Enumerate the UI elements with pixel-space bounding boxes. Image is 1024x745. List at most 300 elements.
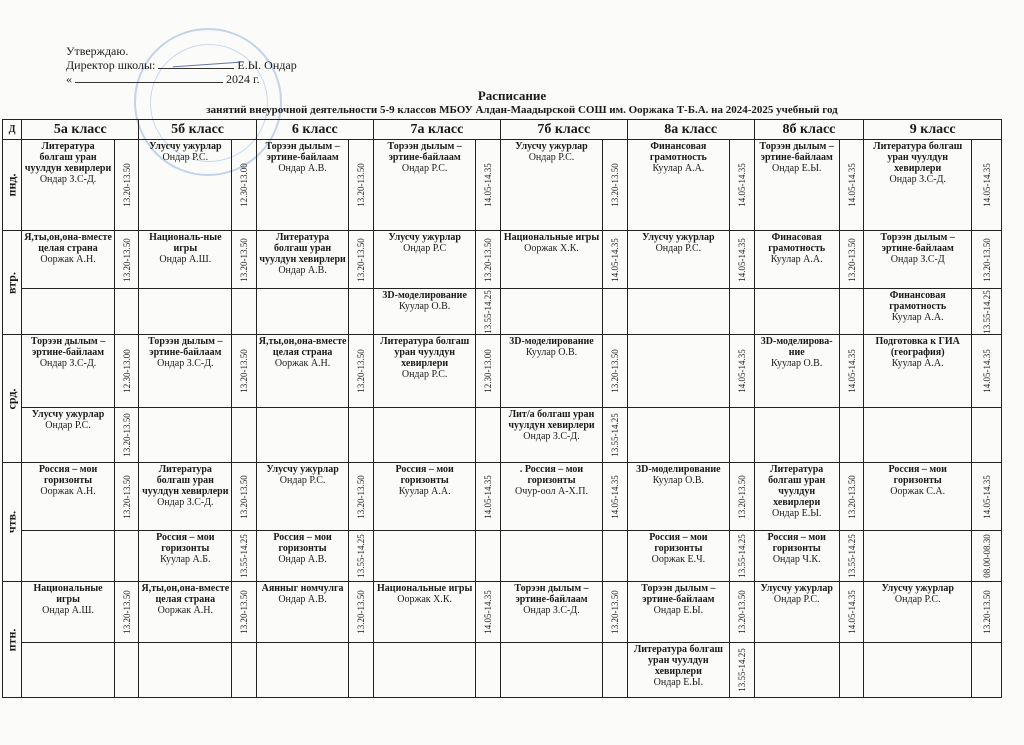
activity-name: Россия – мои горизонты	[156, 532, 215, 554]
activity-cell	[627, 463, 729, 531]
time-cell	[476, 643, 501, 698]
time-cell	[603, 231, 628, 289]
time-cell	[349, 531, 374, 582]
time-range: 14.05-14.35	[483, 590, 494, 634]
activity-cell	[256, 231, 349, 289]
activity-cell	[139, 408, 232, 463]
time-cell	[476, 231, 501, 289]
teacher-name: Куулар А.А.	[398, 486, 451, 497]
day-name: птн.	[4, 628, 19, 651]
time-cell	[972, 463, 1002, 531]
time-cell	[730, 335, 755, 408]
time-cell	[839, 582, 864, 643]
activity-cell	[256, 335, 349, 408]
time-cell	[603, 289, 628, 335]
activity-name: Россия – мои горизонты	[767, 532, 826, 554]
activity-cell	[373, 643, 475, 698]
approve-label: Утверждаю.	[66, 44, 129, 58]
activity-name: Торээн дылым – эртине-байлаам	[514, 583, 589, 605]
time-range: 13.20-13.50	[121, 474, 132, 519]
teacher-name: Ондар А.В.	[278, 594, 327, 605]
teacher-name: Ондар Е.Ы.	[771, 508, 822, 519]
day-name: чтв.	[4, 510, 19, 534]
time-range: 13.20-13.50	[238, 237, 249, 282]
activity-cell	[500, 408, 602, 463]
schedule-row	[3, 531, 1002, 582]
time-cell	[972, 140, 1002, 231]
activity-cell	[22, 231, 115, 289]
time-range: 13.20-13.50	[356, 349, 367, 393]
activity-cell	[627, 289, 729, 335]
activity-cell	[22, 408, 115, 463]
activity-cell	[373, 531, 475, 582]
activity-cell	[754, 643, 839, 698]
time-cell	[114, 408, 139, 463]
teacher-name: Ондар Р.С.	[162, 152, 209, 163]
activity-cell	[864, 463, 972, 531]
time-range: 13.20-13.50	[981, 590, 992, 634]
teacher-name: Ооржак С.А.	[890, 486, 946, 497]
activity-cell	[139, 140, 232, 231]
time-cell	[839, 463, 864, 531]
teacher-name: Ондар Ч.К.	[772, 554, 821, 565]
time-cell	[603, 335, 628, 408]
day-label	[3, 582, 22, 698]
time-cell	[349, 408, 374, 463]
time-range: 13.20-13.50	[121, 237, 132, 282]
activity-name: Финансовая грамотность	[889, 290, 947, 312]
day-label	[3, 231, 22, 335]
time-range: 14.05-14.35	[483, 474, 494, 519]
activity-cell	[139, 531, 232, 582]
activity-name: Улусчу ужурлар	[266, 464, 339, 475]
activity-cell	[256, 140, 349, 231]
time-cell	[730, 643, 755, 698]
time-range: 14.05-14.35	[846, 349, 857, 393]
column-header-day: Д	[3, 120, 22, 140]
activity-cell	[500, 531, 602, 582]
time-cell	[476, 463, 501, 531]
activity-cell	[500, 140, 602, 231]
time-cell	[603, 531, 628, 582]
teacher-name: Ондар З.С-Д.	[157, 358, 214, 369]
time-range: 14.05-14.35	[483, 163, 494, 207]
activity-cell	[22, 643, 115, 698]
day-label	[3, 140, 22, 231]
time-range: 14.05-14.35	[736, 163, 747, 207]
time-range: 13.20-13.50	[846, 474, 857, 519]
activity-cell	[139, 231, 232, 289]
activity-cell	[864, 582, 972, 643]
time-range: 13.55-14.25	[609, 413, 620, 457]
time-range: 14.05-14.35	[846, 163, 857, 207]
time-cell	[603, 408, 628, 463]
teacher-name: Ондар А.В.	[278, 554, 327, 565]
time-cell	[349, 463, 374, 531]
column-header-class: 7б класс	[500, 120, 627, 140]
time-cell	[232, 582, 257, 643]
activity-name: Я,ты,он,она-вместе целая страна	[258, 336, 347, 358]
time-range: 13.20-13.50	[483, 237, 494, 282]
activity-cell	[754, 289, 839, 335]
day-label	[3, 335, 22, 463]
teacher-name: Очур-оол А-Х.П.	[515, 486, 588, 497]
teacher-name: Ондар А.В.	[278, 265, 327, 276]
teacher-name: Куулар А.А.	[891, 312, 944, 323]
time-range: 12.30-13.00	[483, 349, 494, 393]
time-cell	[114, 289, 139, 335]
activity-cell	[373, 582, 475, 643]
activity-name: Торээн дылым – эртине-байлаам	[641, 583, 716, 605]
activity-cell	[373, 289, 475, 335]
activity-cell	[373, 408, 475, 463]
activity-cell	[22, 463, 115, 531]
activity-cell	[754, 582, 839, 643]
time-range: 13.20-13.50	[736, 590, 747, 634]
activity-name: Финасовая грамотность	[768, 232, 826, 254]
time-range: 13.20-13.50	[609, 590, 620, 634]
column-header-class: 7а класс	[373, 120, 500, 140]
time-range: 13.20-13.50	[238, 590, 249, 634]
time-cell	[839, 335, 864, 408]
activity-name: Торээн дылым – эртине-байлаам	[880, 232, 955, 254]
activity-name: Национальные игры	[503, 232, 600, 243]
time-cell	[349, 289, 374, 335]
time-cell	[349, 335, 374, 408]
teacher-name: Ондар Е.Ы.	[771, 163, 822, 174]
teacher-name: Ондар Р.С.	[773, 594, 820, 605]
time-cell	[114, 582, 139, 643]
activity-name: Литература болгаш уран чуулдун хевирлери	[142, 464, 229, 497]
teacher-name: Ондар А.Ш.	[42, 605, 95, 616]
time-cell	[232, 289, 257, 335]
activity-name: Улусчу ужурлар	[149, 141, 222, 152]
activity-cell	[627, 408, 729, 463]
page-title: Расписание	[477, 88, 547, 103]
time-range: 13.55-14.25	[736, 648, 747, 692]
activity-cell	[22, 289, 115, 335]
time-cell	[232, 231, 257, 289]
activity-name: Улусчу ужурлар	[515, 141, 588, 152]
time-cell	[114, 231, 139, 289]
director-name: Е.Ы. Ондар	[237, 58, 297, 72]
time-range: 13.55-14.25	[736, 534, 747, 578]
activity-name: Торээн дылым – эртине-байлаам	[30, 336, 106, 358]
day-label	[3, 463, 22, 582]
activity-name: Литература болгаш уран чуулдун хевирлери	[24, 141, 112, 174]
time-range: 13.20-13.50	[238, 474, 249, 519]
time-cell	[349, 582, 374, 643]
time-cell	[476, 408, 501, 463]
time-range: 13.55-14.25	[238, 534, 249, 578]
activity-name: Националь-ные игры	[149, 232, 222, 254]
activity-cell	[139, 582, 232, 643]
time-cell	[603, 140, 628, 231]
time-cell	[839, 408, 864, 463]
teacher-name: Ондар Р.С.	[894, 594, 941, 605]
teacher-name: Куулар О.В.	[771, 358, 823, 369]
activity-cell	[864, 531, 972, 582]
teacher-name: Ондар Р.С.	[401, 369, 448, 380]
activity-cell	[754, 463, 839, 531]
activity-cell	[373, 231, 475, 289]
teacher-name: Куулар А.А.	[652, 163, 705, 174]
activity-name: Россия – мои горизонты	[649, 532, 708, 554]
teacher-name: Ооржак Х.К.	[397, 594, 453, 605]
activity-cell	[500, 335, 602, 408]
time-cell	[972, 231, 1002, 289]
schedule-row	[3, 335, 1002, 408]
schedule-row	[3, 140, 1002, 231]
time-cell	[839, 140, 864, 231]
activity-cell	[256, 463, 349, 531]
time-range: 13.20-13.50	[238, 349, 249, 393]
activity-cell	[500, 463, 602, 531]
time-range: 14.05-14.35	[736, 237, 747, 282]
teacher-name: Ондар З.С-Д.	[523, 431, 580, 442]
day-name: срд.	[4, 388, 19, 409]
activity-name: 3D-моделирова-ние	[760, 336, 833, 358]
time-range: 14.05-14.35	[609, 237, 620, 282]
time-range: 13.20-13.50	[981, 237, 992, 282]
time-range: 14.05-14.35	[609, 474, 620, 519]
time-cell	[114, 531, 139, 582]
activity-name: Торээн дылым – эртине-байлаам	[759, 141, 834, 163]
time-cell	[603, 643, 628, 698]
activity-name: Литература болгаш уран чуулдун хевирлери	[768, 464, 826, 508]
time-range: 13.55-14.25	[356, 534, 367, 578]
approval-block	[66, 44, 297, 86]
time-cell	[349, 140, 374, 231]
activity-cell	[22, 140, 115, 231]
activity-cell	[627, 335, 729, 408]
teacher-name: Куулар О.В.	[398, 301, 451, 312]
teacher-name: Ондар Р.С.	[45, 420, 91, 431]
time-cell	[476, 531, 501, 582]
time-cell	[730, 463, 755, 531]
activity-name: Россия – мои горизонты	[273, 532, 332, 554]
activity-name: Торээн дылым – эртине-байлаам	[265, 141, 340, 163]
time-cell	[730, 289, 755, 335]
time-range: 13.55-14.25	[981, 289, 992, 334]
activity-cell	[373, 335, 475, 408]
activity-cell	[256, 643, 349, 698]
time-cell	[839, 289, 864, 335]
time-cell	[232, 335, 257, 408]
activity-name: Россия – мои горизонты	[395, 464, 454, 486]
activity-name: Литература болгаш уран чуулдун хевирлери	[380, 336, 470, 369]
teacher-name: Куулар А.Б.	[160, 554, 211, 565]
time-cell	[603, 463, 628, 531]
activity-cell	[627, 643, 729, 698]
teacher-name: Ондар З.С-Д	[890, 254, 945, 265]
activity-name: Торээн дылым – эртине-байлаам	[387, 141, 462, 163]
activity-cell	[373, 140, 475, 231]
time-cell	[972, 408, 1002, 463]
activity-cell	[256, 582, 349, 643]
teacher-name: Ондар А.В.	[278, 163, 327, 174]
activity-name: Подготовка к ГИА (география)	[875, 336, 960, 358]
activity-cell	[864, 140, 972, 231]
schedule-row	[3, 643, 1002, 698]
time-cell	[476, 140, 501, 231]
header-row	[3, 120, 1002, 140]
teacher-name: Ондар З.С-Д.	[889, 174, 946, 185]
time-cell	[603, 582, 628, 643]
time-cell	[476, 582, 501, 643]
teacher-name: Ооржак А.Н.	[274, 358, 331, 369]
activity-cell	[500, 289, 602, 335]
teacher-name: Ооржак А.Н.	[40, 486, 96, 497]
activity-name: 3D-моделирование	[636, 464, 721, 475]
activity-name: Я,ты,он,она-вместе целая страна	[141, 583, 230, 605]
activity-cell	[754, 140, 839, 231]
page-subtitle: занятий внеурочной деятельности 5-9 классов МБОУ Алдан-Маадырской СОШ им. Ооржака Т-Б.А. на 2024-2025 учебный год	[206, 104, 838, 116]
teacher-name: Ондар Р.С	[403, 243, 447, 254]
activity-cell	[256, 408, 349, 463]
time-range: 13.20-13.50	[356, 163, 367, 207]
time-range: 12.30-13.00	[121, 349, 132, 393]
schedule-table	[2, 119, 1002, 698]
time-cell	[972, 289, 1002, 335]
teacher-name: Ондар З.С-Д.	[157, 497, 214, 508]
time-range: 13.20-13.50	[121, 163, 132, 207]
time-range: 14.05-14.35	[981, 163, 992, 207]
activity-cell	[256, 289, 349, 335]
activity-cell	[627, 582, 729, 643]
teacher-name: Ондар Р.С.	[655, 243, 702, 254]
activity-name: Улусчу ужурлар	[388, 232, 461, 243]
activity-cell	[864, 408, 972, 463]
time-range: 13.55-14.25	[483, 289, 494, 334]
time-cell	[232, 140, 257, 231]
activity-cell	[627, 531, 729, 582]
time-cell	[114, 463, 139, 531]
time-range: 14.05-14.35	[846, 590, 857, 634]
activity-cell	[256, 531, 349, 582]
teacher-name: Ондар Р.С.	[528, 152, 575, 163]
activity-name: Россия – мои горизонты	[888, 464, 947, 486]
teacher-name: Ондар А.Ш.	[159, 254, 212, 265]
activity-name: Торээн дылым – эртине-байлаам	[148, 336, 223, 358]
activity-cell	[500, 231, 602, 289]
day-name: втр.	[4, 271, 19, 294]
activity-cell	[139, 643, 232, 698]
time-cell	[730, 140, 755, 231]
column-header-class: 5а класс	[22, 120, 139, 140]
time-range: 13.20-13.50	[121, 590, 132, 634]
time-cell	[114, 335, 139, 408]
time-cell	[972, 531, 1002, 582]
time-cell	[349, 643, 374, 698]
activity-name: Литература болгаш уран чуулдун хевирлери	[633, 644, 723, 677]
time-range: 14.05-14.35	[981, 349, 992, 393]
teacher-name: Ондар Е.Ы.	[653, 605, 704, 616]
time-cell	[114, 643, 139, 698]
schedule-row	[3, 231, 1002, 289]
date-year: 2024 г.	[226, 72, 260, 86]
teacher-name: Ооржак А.Н.	[157, 605, 213, 616]
teacher-name: Ондар З.С-Д.	[39, 358, 97, 369]
time-cell	[839, 531, 864, 582]
time-cell	[730, 231, 755, 289]
time-cell	[232, 408, 257, 463]
activity-cell	[754, 408, 839, 463]
activity-cell	[864, 231, 972, 289]
day-name: пнд.	[4, 173, 19, 197]
time-cell	[972, 335, 1002, 408]
time-cell	[232, 643, 257, 698]
teacher-name: Ондар Р.С.	[279, 475, 326, 486]
time-range: 12.30-13.00	[238, 163, 249, 207]
teacher-name: Куулар О.В.	[525, 347, 578, 358]
teacher-name: Куулар А.А.	[891, 358, 944, 369]
time-range: 13.55-14.25	[846, 534, 857, 578]
activity-name: Аянныг номчулга	[261, 583, 344, 594]
activity-name: Национальные игры	[33, 583, 103, 605]
activity-name: Россия – мои горизонты	[38, 464, 98, 486]
time-range: 14.05-14.35	[981, 474, 992, 519]
teacher-name: Куулар А.А.	[770, 254, 823, 265]
teacher-name: Ооржак А.Н.	[40, 254, 96, 265]
time-cell	[972, 582, 1002, 643]
activity-cell	[500, 643, 602, 698]
time-cell	[730, 408, 755, 463]
schedule-row	[3, 582, 1002, 643]
teacher-name: Ондар З.С-Д.	[39, 174, 97, 185]
time-cell	[839, 231, 864, 289]
activity-cell	[22, 335, 115, 408]
activity-name: Улусчу ужурлар	[642, 232, 715, 243]
time-range: 13.20-13.50	[121, 413, 132, 457]
time-cell	[839, 643, 864, 698]
teacher-name: Ондар Р.С.	[401, 163, 448, 174]
time-range: 13.20-13.50	[609, 349, 620, 393]
activity-cell	[139, 289, 232, 335]
activity-cell	[22, 582, 115, 643]
activity-cell	[754, 231, 839, 289]
time-range: 13.20-13.50	[736, 474, 747, 519]
activity-name: 3D-моделирование	[382, 290, 467, 301]
activity-cell	[627, 140, 729, 231]
time-cell	[476, 289, 501, 335]
time-range: 13.20-13.50	[356, 237, 367, 282]
teacher-name: Ондар З.С-Д.	[523, 605, 580, 616]
activity-name: Финансовая грамотность	[649, 141, 707, 163]
activity-cell	[139, 463, 232, 531]
director-line: Директор школы: Е.Ы. Ондар	[66, 58, 297, 72]
column-header-class: 6 класс	[256, 120, 373, 140]
time-cell	[232, 463, 257, 531]
activity-cell	[627, 231, 729, 289]
time-cell	[349, 231, 374, 289]
activity-cell	[373, 463, 475, 531]
teacher-name: Ондар Е.Ы.	[653, 677, 704, 688]
schedule-row	[3, 289, 1002, 335]
activity-name: Я,ты,он,она-вместе целая страна	[24, 232, 112, 254]
column-header-class: 5б класс	[139, 120, 256, 140]
column-header-class: 9 класс	[864, 120, 1002, 140]
time-range: 08.00-08.30	[981, 534, 992, 578]
schedule-row	[3, 463, 1002, 531]
column-header-class: 8б класс	[754, 120, 864, 140]
teacher-name: Ооржак Х.К.	[524, 243, 579, 254]
time-cell	[232, 531, 257, 582]
activity-name: Национальные игры	[377, 583, 473, 594]
schedule-row	[3, 408, 1002, 463]
time-cell	[972, 643, 1002, 698]
teacher-name: Куулар О.В.	[652, 475, 705, 486]
